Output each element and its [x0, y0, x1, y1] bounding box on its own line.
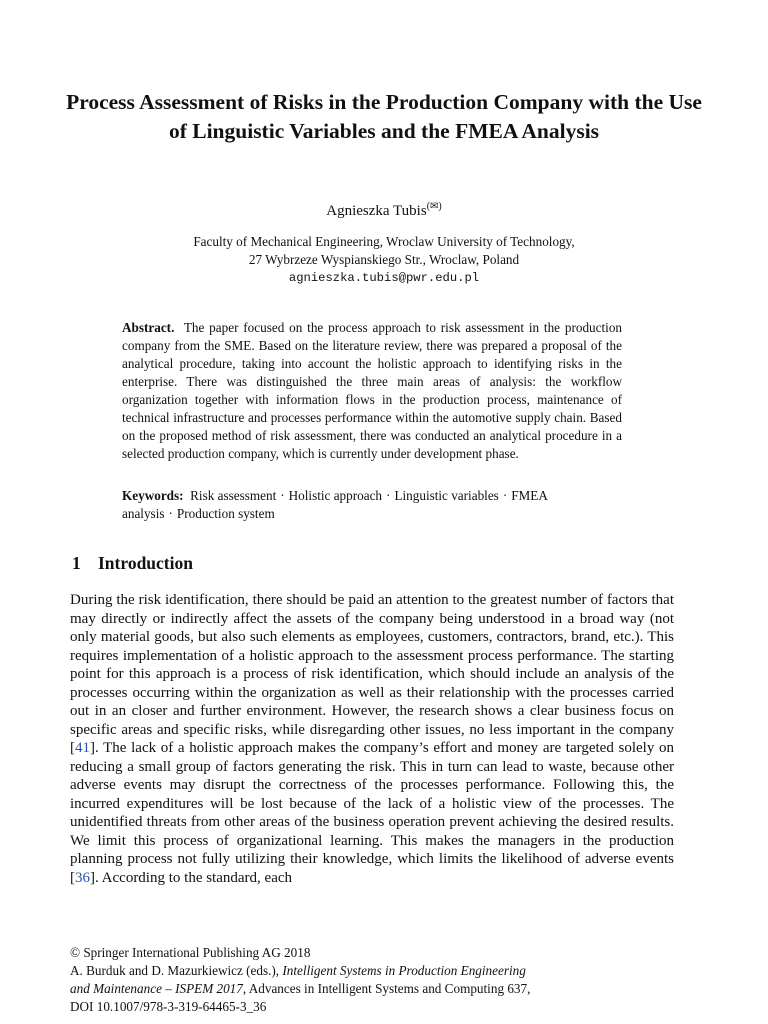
body-text: ]. According to the standard, each [90, 869, 293, 886]
series: , Advances in Intelligent Systems and Computing 637, [242, 981, 531, 996]
book-title-cont: and Maintenance – ISPEM 2017 [70, 981, 243, 996]
affiliation [0, 233, 768, 287]
paper-title: Process Assessment of Risks in the Production Company with the Use of Linguistic Variables and the FMEA Analysis [66, 90, 702, 143]
keywords: Keywords: Risk assessment · Holistic approach · Linguistic variables · FMEA analysis · Production system [122, 488, 548, 521]
abstract-label: Abstract. [122, 320, 175, 335]
copyright-line: © Springer International Publishing AG 2018 [70, 945, 311, 960]
body-paragraph [70, 591, 674, 887]
section-heading [72, 552, 193, 574]
affiliation-line-1: Faculty of Mechanical Engineering, Wroclaw University of Technology, [193, 234, 575, 249]
keyword-item: Production system [176, 506, 275, 521]
doi-line[interactable]: DOI 10.1007/978-3-319-64465-3_36 [70, 999, 267, 1014]
envelope-icon: (✉) [426, 201, 442, 212]
series-line [70, 980, 690, 998]
publication-footnote [70, 944, 690, 1016]
keyword-item: Holistic approach [288, 488, 383, 503]
section-number: 1 [72, 553, 81, 573]
affiliation-line-2: 27 Wybrzeze Wyspianskiego Str., Wroclaw, Poland [248, 252, 520, 267]
editors: A. Burduk and D. Mazurkiewicz (eds.), [70, 963, 280, 978]
citation-link[interactable]: 36 [75, 869, 90, 886]
citation-line [70, 962, 690, 980]
section-title: Introduction [98, 553, 193, 573]
body-text: During the risk identification, there should be paid an attention to the greatest number of factors that may directly or indirectly affect the assets of the company being understood in a broad way (not only material goods, but also such elements as employees, customers, contractors, brand, etc.). This requires implementation of a holistic approach to the assessment process performance. The starting point for this approach is a process of risk identification, which should include an analysis of the processes occurring within the organization as well as their relationship with the processes carried out in an closer and further environment. However, the research shows a clear business focus on specific areas and specific risks, while disregarding other issues, no less important in the company [ [70, 592, 674, 756]
body-text: ]. The lack of a holistic approach makes the company’s effort and money are targeted solely on reducing a small group of factors generating the risk. This in turn can lead to waste, because other adverse events may disrupt the correctness of the processes performance. Following this, the incurred expenditures will be lost because of the lack of a holistic view of the processes. The unidentified threats from other areas of the business operation prevent achieving the desired results. We limit this process of organizational learning. This makes the managers in the production planning process not fully utilizing their knowledge, which limits the likelihood of adverse events [ [70, 740, 674, 886]
book-title: Intelligent Systems in Production Engineering [282, 963, 526, 978]
keyword-item: FMEA analysis [122, 488, 548, 521]
author-email[interactable]: agnieszka.tubis@pwr.edu.pl [288, 271, 480, 285]
abstract [122, 319, 622, 463]
citation-link[interactable]: 41 [75, 740, 90, 756]
abstract-text: The paper focused on the process approach to risk assessment in the production company from the SME. Based on the literature review, there was prepared a proposal of the analytical procedure, taking into account the holistic approach to identifying risks in the enterprise. There was distinguished the three main areas of analysis: the workflow organization together with information flows in the production process, maintenance of technical infrastructure and processes performance within the automotive supply chain. Based on the proposed method of risk assessment, there was conducted an analytical procedure in a selected production company, which is currently under development phase. [122, 320, 623, 461]
keyword-item: Linguistic variables [394, 488, 499, 503]
keywords-label: Keywords: [122, 488, 184, 503]
keyword-item: Risk assessment [190, 488, 277, 503]
author-line [0, 202, 768, 220]
author-name: Agnieszka Tubis [326, 203, 427, 219]
